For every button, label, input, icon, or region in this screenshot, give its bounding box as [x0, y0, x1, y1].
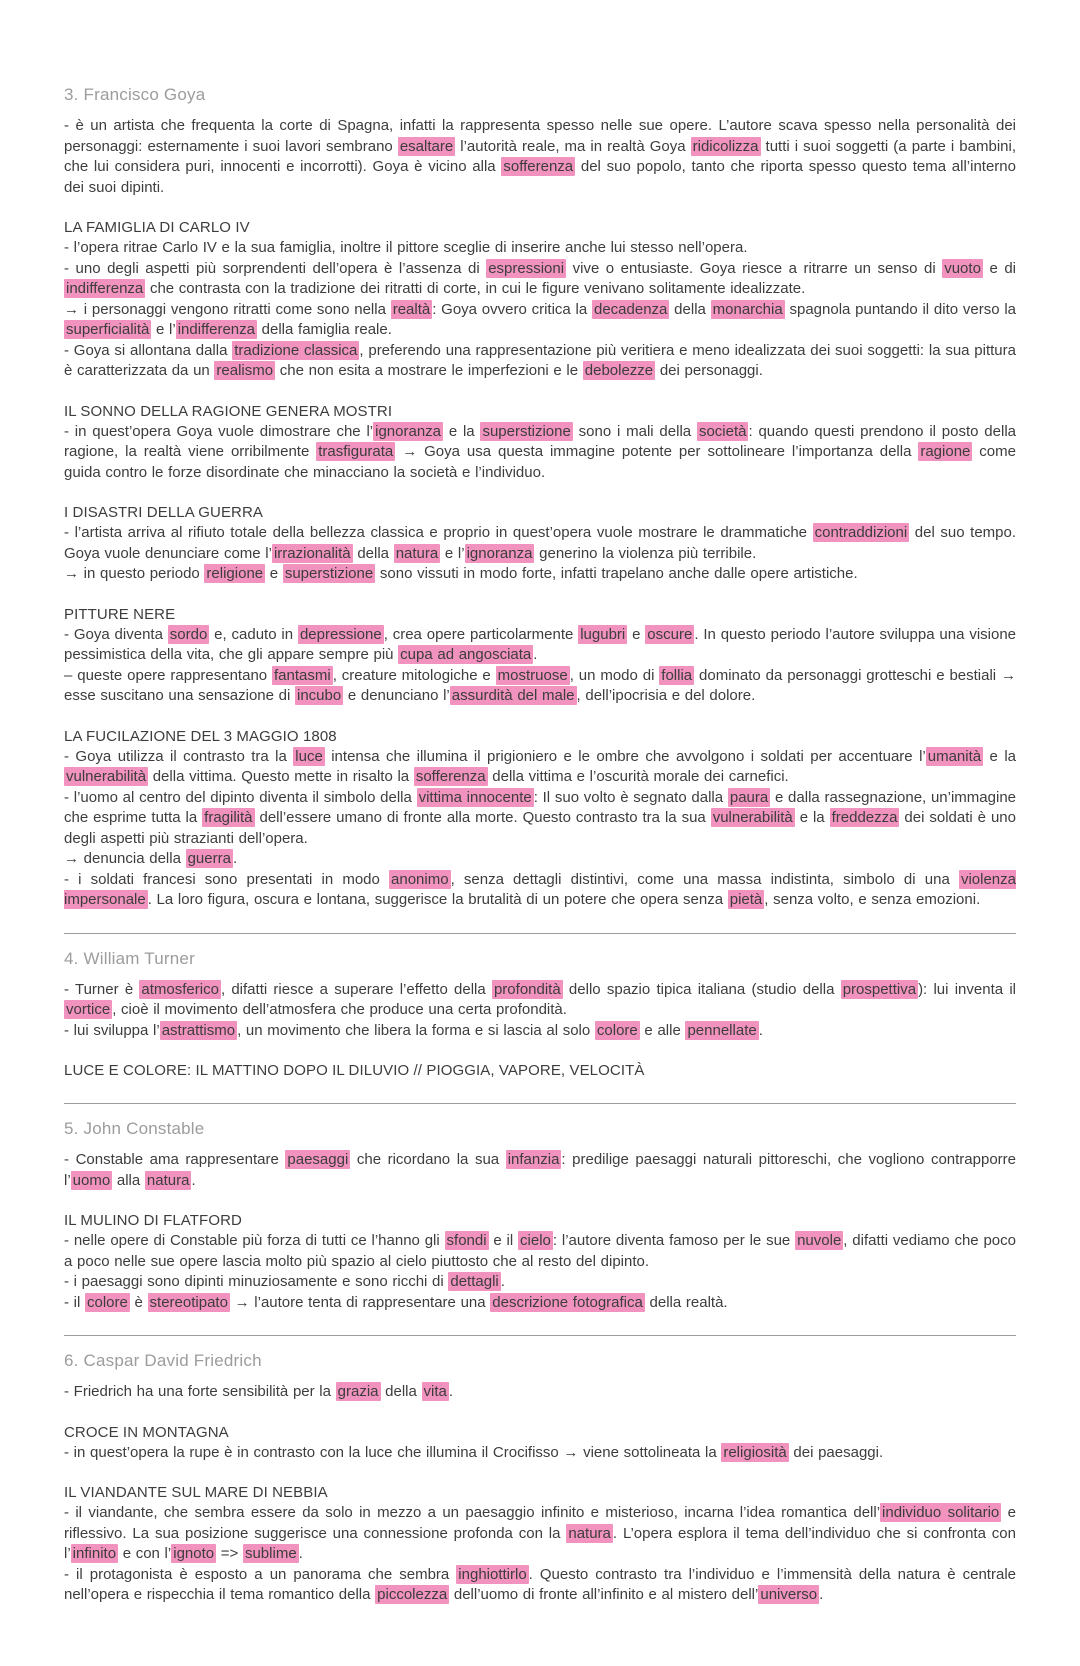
note-paragraph [64, 523, 1016, 564]
text-run: . Questo contrasto tra l’individuo e l’immensità della natura è centrale nell’opera e rispecchia il tema romantico della [64, 1565, 1016, 1603]
note-paragraph [64, 341, 1016, 382]
highlighted-text: individuo solitario [882, 1504, 1000, 1521]
text-run: generino la violenza più terribile. [534, 544, 757, 562]
text-run: che contrasta con la tradizione dei ritratti di corte, in cui le figure venivano solitamente idealizzate. [145, 280, 806, 297]
text-run: della [380, 1383, 422, 1400]
text-run: dell’essere umano di fronte alla morte. Questo contrasto tra la sua [254, 809, 711, 826]
text-run: dominato da personaggi grotteschi e bestiali → esse suscitano una sensazione di [64, 666, 1017, 704]
highlighted-text: decadenza [594, 300, 668, 318]
highlighted-text: religiosità [723, 1443, 787, 1461]
text-run: e di [982, 259, 1016, 277]
text-run: → Goya usa questa immagine potente per sottolineare l’importanza della [395, 443, 919, 460]
section-divider [64, 1103, 1016, 1104]
text-run: e il [488, 1232, 519, 1249]
note-paragraph [64, 1382, 1016, 1403]
text-run: dei personaggi. [655, 362, 763, 379]
artwork-heading [64, 727, 1016, 747]
text-run: : Il suo volto è segnato dalla [533, 788, 728, 806]
note-paragraph [64, 259, 1016, 300]
highlighted-text: follia [661, 666, 693, 684]
text-run: PITTURE NERE [64, 605, 176, 623]
highlighted-text: fragilità [204, 809, 253, 826]
text-run: e con l’ [118, 1545, 172, 1562]
text-run: - uno degli aspetti più sorprendenti dell’opera è l’assenza di [64, 259, 487, 277]
highlighted-text: depressione [299, 625, 382, 643]
text-run: - Goya utilizza il contrasto tra la [64, 747, 294, 765]
document-body [64, 84, 1016, 1606]
text-run: e, caduto in [209, 625, 298, 643]
text-run: dei paesaggi. [788, 1443, 884, 1461]
text-run: - in quest’opera Goya vuole dimostrare che l’ [64, 422, 374, 440]
text-run: e riflessivo. La sua posizione suggerisce una connessione profonda con la [64, 1504, 1016, 1542]
text-run: - in quest’opera la rupe è in contrasto con la luce che illumina il Crocifisso → viene sottolineata la [64, 1443, 722, 1461]
highlighted-text: pietà [729, 891, 763, 908]
text-run: . [232, 850, 238, 867]
highlighted-text: sofferenza [415, 768, 486, 785]
note-paragraph [64, 1503, 1016, 1565]
text-run: I DISASTRI DELLA GUERRA [64, 504, 264, 521]
text-run: l’autorità reale, ma in realtà Goya [455, 137, 691, 155]
note-paragraph [64, 238, 1016, 259]
highlighted-text: inghiottirlo [458, 1565, 527, 1583]
text-run: , un movimento che libera la forma e si lascia al solo [237, 1021, 595, 1039]
text-run: - il [64, 1293, 85, 1311]
text-run: della [352, 544, 394, 562]
highlighted-text: grazia [337, 1383, 379, 1400]
highlighted-text: universo [760, 1586, 818, 1603]
text-run: che ricordano la sua [350, 1151, 506, 1168]
text-run: è [129, 1293, 148, 1311]
highlighted-text: fantasmi [274, 666, 331, 684]
highlighted-text: anonimo [391, 870, 449, 888]
highlighted-text: colore [87, 1293, 128, 1311]
highlighted-text: dettagli [450, 1273, 499, 1290]
note-paragraph [64, 666, 1016, 707]
highlighted-text: ignoto [173, 1545, 215, 1562]
highlighted-text: profondità [493, 980, 561, 998]
text-run: della famiglia reale. [257, 321, 392, 338]
text-run: LA FAMIGLIA DI CARLO IV [64, 219, 250, 236]
text-run: del suo popolo, tanto che riporta spesso questo tema all’interno dei suoi dipinti. [64, 158, 1016, 196]
text-run: , creature mitologiche e [332, 666, 496, 684]
text-run: e [627, 625, 646, 643]
highlighted-text: piccolezza [377, 1586, 448, 1603]
highlighted-text: violenza impersonale [64, 870, 1016, 908]
text-run: . La loro figura, oscura e lontana, suggerisce la brutalità di un potere che opera senza [147, 891, 728, 908]
text-run: sono i mali della [572, 422, 697, 440]
text-run: – queste opere rappresentano [64, 666, 273, 684]
text-run: , senza dettagli distintivi, come una massa indistinta, simbolo di una [450, 870, 959, 888]
artwork-heading [64, 218, 1016, 238]
highlighted-text: cielo [520, 1232, 551, 1249]
text-run: spagnola puntando il dito verso la [784, 300, 1016, 318]
note-paragraph [64, 1150, 1016, 1191]
text-run: : predilige paesaggi naturali pittoreschi, che vogliono contrapporre l’ [64, 1151, 1016, 1189]
text-run: : quando questi prendono il posto della ragione, la realtà viene orribilmente [64, 422, 1016, 460]
text-run: → i personaggi vengono ritratti come sono nella [64, 300, 391, 318]
highlighted-text: vittima innocente [418, 788, 532, 806]
note-paragraph [64, 1565, 1016, 1606]
highlighted-text: descrizione fotografica [492, 1293, 643, 1311]
text-run: - i soldati francesi sono presentati in modo [64, 870, 390, 888]
text-run: - il viandante, che sembra essere da solo in mezzo a un paesaggio infinito e misterioso, incarna l’idea romantica dell’ [64, 1504, 881, 1521]
text-run: , difatti vediamo che poco a poco nelle sue opere lascia molto più spazio al cielo piuttosto che al resto del dipinto. [64, 1232, 1016, 1270]
highlighted-text: sordo [169, 625, 208, 643]
text-run: . L’opera esplora il tema dell’individuo che si confronta con l’ [64, 1524, 1016, 1562]
text-run: , cioè il movimento dell’atmosfera che produce una certa profondità. [112, 1001, 567, 1018]
highlighted-text: vuoto [944, 259, 981, 277]
text-run: e l’ [440, 544, 465, 562]
highlighted-text: freddezza [831, 809, 898, 826]
text-run: dello spazio tipica italiana (studio della [562, 980, 841, 998]
text-run: sono vissuti in modo forte, infatti trapelano anche dalle opere artistiche. [375, 565, 858, 582]
note-paragraph [64, 116, 1016, 198]
text-run: come guida contro le forze disordinate che minacciano la società e l’individuo. [64, 443, 1016, 481]
highlighted-text: espressioni [488, 259, 565, 277]
highlighted-text: indifferenza [66, 280, 144, 297]
highlighted-text: ignoranza [375, 422, 442, 440]
text-run: 4. William Turner [64, 948, 195, 968]
note-paragraph [64, 1272, 1016, 1293]
note-paragraph [64, 625, 1016, 666]
highlighted-text: infanzia [507, 1151, 560, 1168]
text-run: IL VIANDANTE SUL MARE DI NEBBIA [64, 1484, 328, 1501]
artwork-heading [64, 503, 1016, 523]
highlighted-text: esaltare [399, 137, 454, 155]
text-run: → l’autore tenta di rappresentare una [229, 1293, 491, 1311]
highlighted-text: ignoranza [466, 544, 533, 562]
highlighted-text: vulnerabilità [66, 768, 147, 785]
text-run: . [500, 1273, 505, 1290]
highlighted-text: tradizione classica [234, 341, 358, 359]
highlighted-text: infinito [72, 1545, 117, 1562]
text-run: intensa che illumina il prigioniero e le ombre che avvolgono i soldati per accentuare l’ [324, 747, 926, 765]
section-divider [64, 1335, 1016, 1336]
text-run: , crea opere particolarmente [383, 625, 579, 643]
highlighted-text: natura [568, 1524, 611, 1542]
text-run: , un modo di [569, 666, 660, 684]
text-run: LA FUCILAZIONE DEL 3 MAGGIO 1808 [64, 727, 337, 745]
text-run: LUCE E COLORE: IL MATTINO DOPO IL DILUVIO // PIOGGIA, VAPORE, VELOCITÀ [64, 1062, 645, 1079]
highlighted-text: vita [423, 1383, 447, 1400]
highlighted-text: natura [395, 544, 439, 562]
text-run: vive o entusiaste. Goya riesce a ritrarre un senso di [566, 259, 943, 277]
highlighted-text: monarchia [712, 300, 783, 318]
highlighted-text: vortice [66, 1001, 111, 1018]
highlighted-text: uomo [72, 1171, 111, 1189]
note-paragraph [64, 300, 1016, 341]
highlighted-text: religione [206, 565, 264, 582]
highlighted-text: vulnerabilità [712, 809, 793, 826]
highlighted-text: irrazionalità [273, 544, 351, 562]
text-run: : Goya ovvero critica la [432, 300, 592, 318]
highlighted-text: sublime [244, 1545, 297, 1562]
text-run: IL SONNO DELLA RAGIONE GENERA MOSTRI [64, 402, 393, 420]
section-divider [64, 933, 1016, 934]
note-paragraph [64, 422, 1016, 484]
text-run: . [819, 1586, 824, 1603]
text-run: , preferendo una rappresentazione più veritiera e meno idealizzata dei suoi soggetti: la sua pittura è caratterizzata da un [64, 341, 1016, 379]
highlighted-text: realtà [392, 300, 431, 318]
highlighted-text: superficialità [66, 321, 150, 338]
text-run: , dell’ipocrisia e del dolore. [576, 687, 756, 704]
text-run: 5. John Constable [64, 1119, 205, 1138]
highlighted-text: sofferenza [503, 158, 574, 175]
text-run: - l’artista arriva al rifiuto totale della bellezza classica e proprio in quest’opera vuole mostrare le drammatiche [64, 524, 813, 541]
text-run: → in questo periodo [64, 565, 205, 582]
artist-section-title [64, 1118, 1016, 1140]
text-run: - Goya si allontana dalla [64, 341, 233, 359]
highlighted-text: superstizione [482, 422, 571, 440]
text-run: - il protagonista è esposto a un panorama che sembra [64, 1565, 457, 1583]
text-run: . [758, 1021, 763, 1039]
artist-section-title [64, 948, 1016, 970]
text-run: . In questo periodo l’autore sviluppa una visione pessimistica della vita, che gli appare sempre più [64, 625, 1017, 663]
artwork-heading [64, 1483, 1016, 1503]
highlighted-text: contraddizioni [814, 524, 908, 541]
text-run: e denunciano l’ [343, 687, 450, 704]
artwork-heading [64, 402, 1016, 422]
highlighted-text: atmosferico [141, 980, 219, 998]
highlighted-text: paesaggi [287, 1151, 349, 1168]
highlighted-text: paura [729, 788, 769, 806]
text-run: - Turner è [64, 980, 140, 998]
highlighted-text: astrattismo [161, 1021, 236, 1039]
note-paragraph [64, 747, 1016, 788]
highlighted-text: indifferenza [177, 321, 255, 338]
text-run: - Goya diventa [64, 625, 168, 643]
highlighted-text: superstizione [284, 565, 374, 582]
highlighted-text: colore [596, 1021, 638, 1039]
text-run: e alle [639, 1021, 686, 1039]
text-run: . [298, 1545, 303, 1562]
highlighted-text: mostruose [497, 666, 568, 684]
text-run: - l’uomo al centro del dipinto diventa il simbolo della [64, 788, 417, 806]
text-run: 6. Caspar David Friedrich [64, 1351, 262, 1370]
text-run: del suo tempo. Goya vuole denunciare come l’ [64, 524, 1017, 562]
text-run: : l’autore diventa famoso per le sue [552, 1232, 796, 1249]
text-run: tutti i suoi soggetti (a parte i bambini, che lui considera puri, innocenti e incorrotti). Goya è vicino alla [64, 137, 1017, 175]
artwork-heading [64, 605, 1016, 625]
text-run: e la [443, 422, 481, 440]
highlighted-text: debolezze [584, 362, 654, 379]
highlighted-text: cupa ad angosciata [400, 646, 532, 663]
artwork-heading [64, 1423, 1016, 1443]
text-run: - è un artista che frequenta la corte di Spagna, infatti la rappresenta spesso nelle sue opere. L’autore scava spesso nella personalità dei personaggi: esternamente i suoi lavori sembrano [64, 117, 1016, 155]
text-run: della realtà. [644, 1293, 728, 1311]
text-run: - Friedrich ha una forte sensibilità per la [64, 1383, 336, 1400]
text-run: e la [794, 809, 830, 826]
highlighted-text: stereotipato [149, 1293, 228, 1311]
text-run: della [669, 300, 711, 318]
highlighted-text: società [698, 422, 747, 440]
text-run: e l’ [151, 321, 176, 338]
text-run: - lui sviluppa l’ [64, 1021, 160, 1039]
text-run: . [533, 646, 538, 663]
text-run: => [216, 1545, 243, 1562]
text-run: dei soldati è uno degli aspetti più strazianti dell’opera. [64, 809, 1016, 847]
text-run: 3. Francisco Goya [64, 85, 206, 104]
artwork-heading [64, 1211, 1016, 1231]
highlighted-text: oscure [647, 625, 693, 643]
text-run: → denuncia della [64, 850, 186, 867]
text-run: IL MULINO DI FLATFORD [64, 1212, 242, 1229]
highlighted-text: lugubri [580, 625, 626, 643]
highlighted-text: nuvole [797, 1232, 842, 1249]
text-run: della vittima e l’oscurità morale dei carnefici. [487, 768, 789, 785]
note-paragraph [64, 564, 1016, 585]
artwork-heading [64, 1061, 1016, 1081]
note-paragraph [64, 849, 1016, 870]
highlighted-text: luce [295, 747, 323, 765]
highlighted-text: incubo [296, 687, 342, 704]
text-run: dell’uomo di fronte all’infinito e al mistero dell’ [449, 1586, 759, 1603]
highlighted-text: sfondi [446, 1232, 487, 1249]
text-run: alla [112, 1171, 145, 1189]
text-run: - nelle opere di Constable più forza di tutti ce l’hanno gli [64, 1232, 445, 1249]
highlighted-text: pennellate [687, 1021, 757, 1039]
note-paragraph [64, 1231, 1016, 1272]
text-run: , senza volto, e senza emozioni. [764, 891, 981, 908]
note-paragraph [64, 980, 1016, 1021]
artist-section-title [64, 84, 1016, 106]
highlighted-text: ridicolizza [692, 137, 759, 155]
text-run: della vittima. Questo mette in risalto la [148, 768, 414, 785]
highlighted-text: assurdità del male [451, 687, 575, 704]
text-run: e dalla rassegnazione, un’immagine che esprime tutta la [64, 788, 1017, 826]
text-run: , difatti riesce a superare l’effetto della [220, 980, 492, 998]
highlighted-text: umanità [927, 747, 982, 765]
note-paragraph [64, 1443, 1016, 1464]
text-run: e [265, 565, 283, 582]
text-run: CROCE IN MONTAGNA [64, 1423, 229, 1441]
note-paragraph [64, 788, 1016, 850]
text-run: e la [983, 747, 1016, 765]
text-run: che non esita a mostrare le imperfezioni e le [275, 362, 583, 379]
highlighted-text: natura [146, 1171, 190, 1189]
text-run: . [448, 1383, 454, 1400]
highlighted-text: prospettiva [842, 980, 917, 998]
text-run: - Constable ama rappresentare [64, 1151, 286, 1168]
text-run: . [191, 1171, 196, 1189]
highlighted-text: realismo [216, 362, 274, 379]
text-run: - l’opera ritrae Carlo IV e la sua famiglia, inoltre il pittore sceglie di inserire anche lui stesso nell’opera. [64, 239, 748, 256]
text-run: - i paesaggi sono dipinti minuziosamente e sono ricchi di [64, 1273, 449, 1290]
note-paragraph [64, 870, 1016, 911]
note-paragraph [64, 1293, 1016, 1314]
highlighted-text: trasfigurata [318, 443, 394, 460]
text-run: ): lui inventa il [918, 980, 1016, 998]
note-paragraph [64, 1021, 1016, 1042]
highlighted-text: guerra [187, 850, 231, 867]
artist-section-title [64, 1350, 1016, 1372]
highlighted-text: ragione [920, 443, 971, 460]
